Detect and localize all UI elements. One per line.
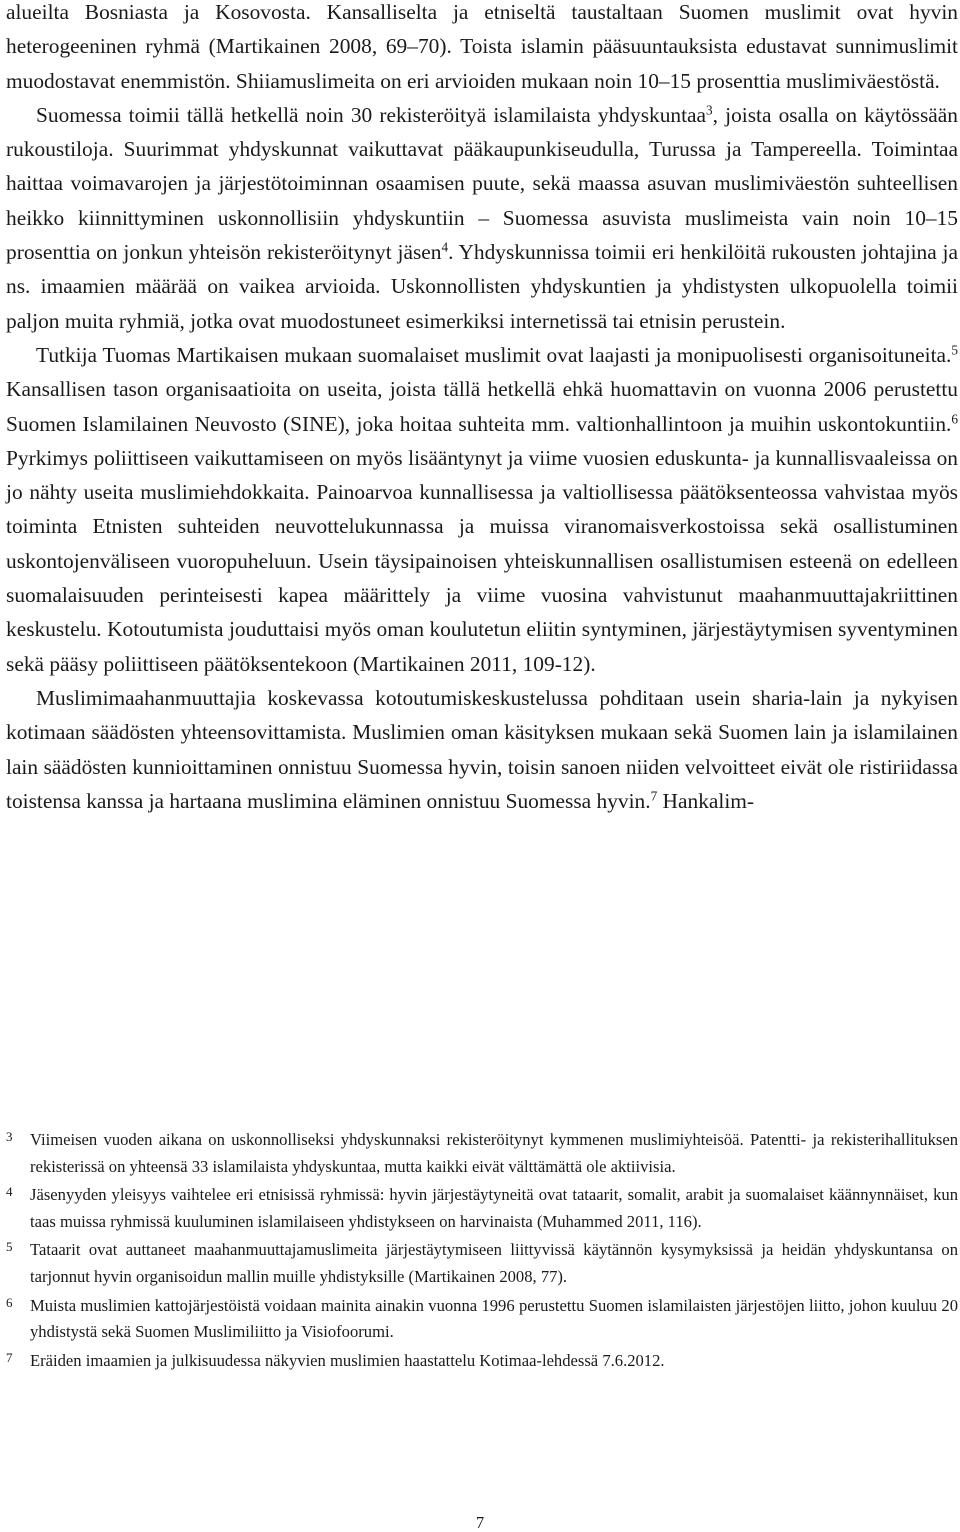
footnote-number: 3 <box>6 1129 13 1144</box>
paragraph-1-text: alueilta Bosniasta ja Kosovosta. Kansalliselta ja etniseltä taustaltaan Suomen muslimit ovat hyvin heterogeeninen ryhmä (Martikainen 2008, 69–70). Toista islamin pääsuuntauksista edustavat sunnimuslimit muodostavat enemmistön. Shiiamuslimeita on eri arvioiden mukaan noin 10–15 prosenttia muslimiväestöstä. <box>6 0 958 93</box>
footnote-ref-7[interactable]: 7 <box>650 788 658 804</box>
footnote-text: Eräiden imaamien ja julkisuudessa näkyvien muslimien haastattelu Kotimaa-lehdessä 7.6.2012. <box>30 1350 665 1370</box>
paragraph-4-text-b: Hankalim- <box>657 788 755 813</box>
footnote-number: 6 <box>6 1294 13 1310</box>
footnote-number: 4 <box>6 1184 13 1200</box>
main-text <box>6 0 958 818</box>
paragraph-3 <box>6 338 958 681</box>
footnote-ref-5[interactable]: 5 <box>951 342 958 358</box>
footnote-3 <box>6 1127 958 1180</box>
footnotes <box>6 1127 958 1374</box>
paragraph-2-text-a: Suomessa toimii tällä hetkellä noin 30 rekisteröityä islamilaista yhdyskuntaa <box>36 102 707 127</box>
paragraph-2 <box>6 98 958 338</box>
footnote-text: Jäsenyyden yleisyys vaihtelee eri etnisissä ryhmissä: hyvin järjestäytyneitä ovat tataarit, somalit, arabit ja suomalaiset käännynnäiset, kun taas muissa ryhmissä kuuluminen islamilaiseen yhdistykseen on harvinaista (Muhammed 2011, 116). <box>30 1185 958 1231</box>
paragraph-4-text-a: Muslimimaahanmuuttajia koskevassa kotoutumiskeskustelussa pohditaan usein sharia-lain ja nykyisen kotimaan säädösten yhteensovittamista. Muslimien oman käsityksen mukaan sekä Suomen lain ja islamilainen lain säädösten kunnioittaminen onnistuu Suomessa hyvin, toisin sanoen niiden velvoitteet eivät ole ristiriidassa toistensa kanssa ja hartaana muslimina eläminen onnistuu Suomessa hyvin. <box>6 685 958 813</box>
paragraph-4 <box>6 681 958 818</box>
footnote-text: Muista muslimien kattojärjestöistä voidaan mainita ainakin vuonna 1996 perustettu Suomen islamilaisten järjestöjen liitto, johon kuuluu 20 yhdistystä sekä Suomen Muslimiliitto ja Visiofoorumi. <box>30 1295 958 1342</box>
page-number: 7 <box>475 1513 485 1532</box>
footnote-ref-3[interactable]: 3 <box>706 102 713 118</box>
paragraph-3-text-c: Pyrkimys poliittiseen vaikuttamiseen on myös lisääntynyt ja viime vuosien eduskunta- ja kunnallisvaaleissa on jo nähty useita muslimiehdokkaita. Painoarvoa kunnallisessa ja valtiollisessa päätöksenteossa vahvistaa myös toiminta Etnisten suhteiden neuvottelukunnassa ja muissa viranomaisverkostoissa sekä osallistuminen uskontojenväliseen vuoropuheluun. Usein täysipainoisen yhteiskunnallisen osallistumisen esteenä on edelleen suomalaisuuden perinteisesti kapea määrittely ja viime vuosina vahvistunut maahanmuuttajakriittinen keskustelu. Kotoutumista jouduttaisi myös oman koulutetun eliitin syntyminen, järjestäytymisen syventyminen sekä pääsy poliittiseen päätöksentekoon (Martikainen 2011, 109-12). <box>6 445 958 676</box>
footnote-text: Tataarit ovat auttaneet maahanmuuttajamuslimeita järjestäytymiseen liittyvissä käytännön kysymyksissä ja heidän yhdyskuntansa on tarjonnut hyvin organisoidun mallin muille yhdistyksille (Martikainen 2008, 77). <box>30 1240 958 1286</box>
footnote-7 <box>6 1348 958 1375</box>
footnote-6 <box>6 1293 958 1346</box>
footnote-ref-6[interactable]: 6 <box>951 411 958 427</box>
footnote-5 <box>6 1237 958 1290</box>
footnote-ref-4[interactable]: 4 <box>441 239 449 255</box>
paragraph-3-text-b: Kansallisen tason organisaatioita on useita, joista tällä hetkellä ehkä huomattavin on vuonna 2006 perustettu Suomen Islamilainen Neuvosto (SINE), joka hoitaa suhteita mm. valtionhallintoon ja muihin uskontokuntiin. <box>6 377 958 436</box>
paragraph-3-text-a: Tutkija Tuomas Martikaisen mukaan suomalaiset muslimit ovat laajasti ja monipuolisesti organisoituneita. <box>36 342 952 367</box>
footnote-number: 5 <box>6 1239 13 1255</box>
paragraph-2-text-c: . Yhdyskunnissa toimii eri henkilöitä rukousten johtajina ja ns. imaamien määrää on vaikea arvioida. Uskonnollisten yhdyskuntien ja yhdistysten ulkopuolella toimii paljon muita ryhmiä, jotka ovat muodostuneet esimerkiksi internetissä tai etnisin perustein. <box>6 240 958 333</box>
paragraph-1 <box>6 0 958 98</box>
paragraph-2-text-b: , joista osalla on käytössään rukoustiloja. Suurimmat yhdyskunnat vaikuttavat pääkaupunkiseudulla, Turussa ja Tampereella. Toimintaa haittaa voimavarojen ja järjestötoiminnan osaamisen puute, sekä maassa asuvan muslimiväestön suhteellisen heikko kiinnittyminen uskonnollisiin yhdyskuntiin – Suomessa asuvista muslimeista vain noin 10–15 prosenttia on jonkun yhteisön rekisteröitynyt jäsen <box>6 102 958 265</box>
footnote-text: Viimeisen vuoden aikana on uskonnolliseksi yhdyskunnaksi rekisteröitynyt kymmenen muslimiyhteisöä. Patentti- ja rekisterihallituksen rekisterissä on yhteensä 33 islamilaista yhdyskuntaa, mutta kaikki eivät välttämättä ole aktiivisia. <box>30 1130 958 1176</box>
footnote-4 <box>6 1182 958 1235</box>
footnote-number: 7 <box>6 1349 13 1365</box>
